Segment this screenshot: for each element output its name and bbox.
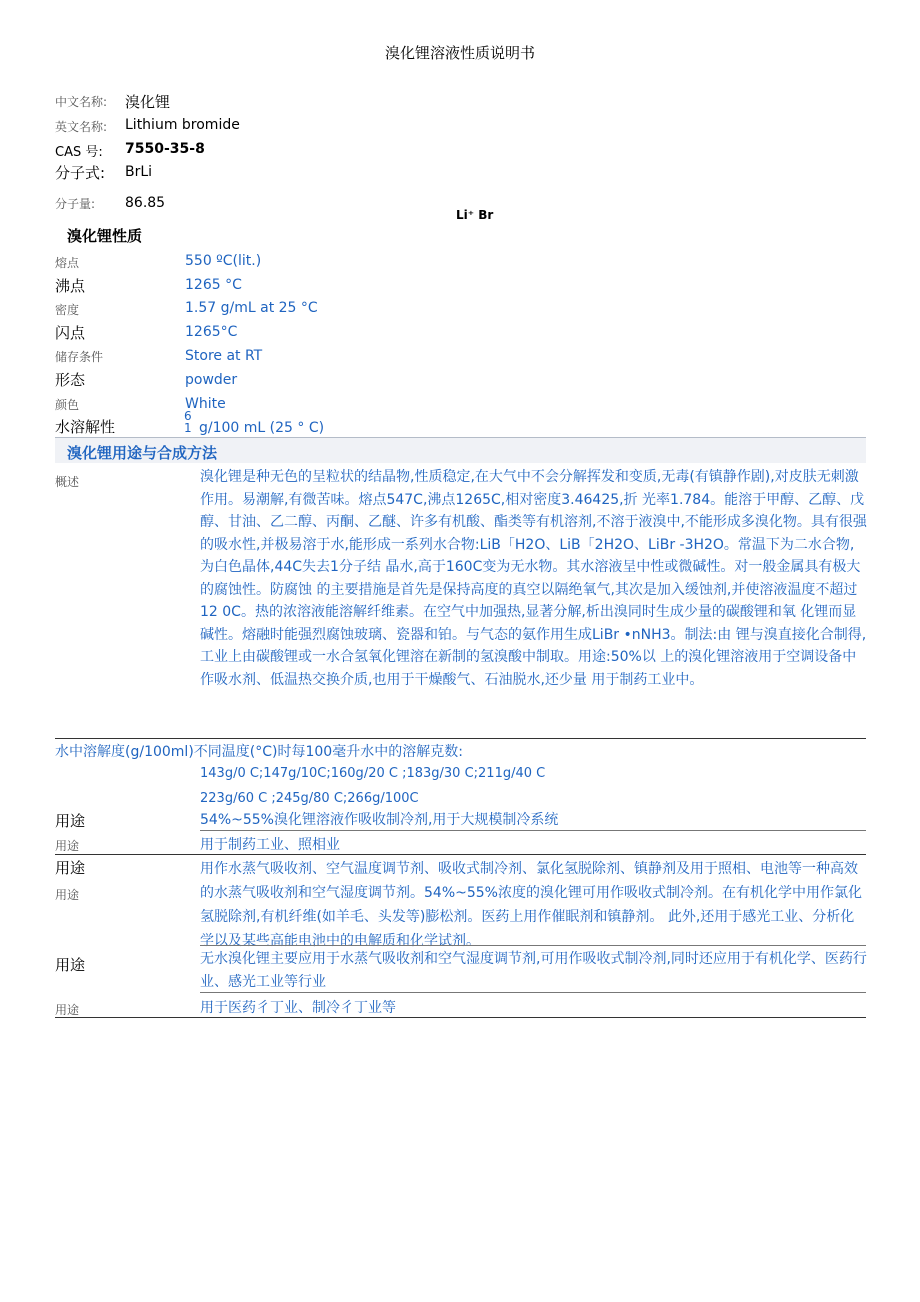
mw-value: 86.85 <box>125 195 166 211</box>
usage-label: 用途 <box>55 812 86 830</box>
prop-value-flash-point: 1265°C <box>185 324 238 340</box>
properties-heading: 溴化锂性质 <box>67 227 143 245</box>
prop-value-form: powder <box>185 372 238 388</box>
usage-label-secondary: 用途 <box>55 888 80 902</box>
prop-value-density: 1.57 g/mL at 25 °C <box>185 300 318 316</box>
cas-value: 7550-35-8 <box>125 141 205 157</box>
overview-label: 概述 <box>55 475 80 489</box>
prop-label-density: 密度 <box>55 303 80 317</box>
prop-label-melting-point: 熔点 <box>55 256 80 270</box>
prop-label-solubility: 水溶解性 <box>55 418 116 436</box>
solubility-line-1: 143g/0 C;147g/10C;160g/20 C ;183g/30 C;211g/40 C <box>200 766 546 781</box>
divider <box>200 830 866 831</box>
en-name-label: 英文名称: <box>55 120 108 134</box>
cas-label: CAS 号: <box>55 145 103 160</box>
formula-value: BrLi <box>125 164 153 180</box>
prop-value-melting-point: 550 ºC(lit.) <box>185 253 262 269</box>
prop-label-storage: 储存条件 <box>55 350 104 364</box>
overview-text: 溴化锂是种无色的呈粒状的结晶物,性质稳定,在大气中不会分解挥发和变质,无毒(有镇静作剧),对皮肤无刺激作用。易潮解,有微苦味。熔点547C,沸点1265C,相对密度3.46425,折 光率1.784。能溶于甲醇、乙醇、戊醇、甘油、乙二醇、丙酮、乙醚、许多有机酸、酯类等有机溶剂,不溶于液溴中,不能形成多溴化物。具有很强的吸水性,并极易溶于水,能形成一系列水合物:LiB「H2O、LiB「2H2O、LiBr -3H2O。常温下为二水合物,为白色晶体,44C失去1分子结 晶水,高于160C变为无水物。其水溶液呈中性或微碱性。对一般金属具有极大的腐蚀性。防腐蚀 的主要措施是首先是保持高度的真空以隔绝氧气,其次是加入缓蚀剂,并使溶液温度不超过12 0C。热的浓溶液能溶解纤维素。在空气中加强热,显著分解,析出溴同时生成少量的碳酸锂和氧 化锂而显碱性。熔融时能强烈腐蚀玻璃、瓷器和铂。与气态的氨作用生成LiBr •nNH3。制法:由 锂与溴直接化合制得,工业上由碳酸锂或一水合氢氧化锂溶在新制的氢溴酸中制取。用途:50%以 上的溴化锂溶液用于空调设备中作吸水剂、低温热交换介质,也用于干燥酸气、石油脱水,还少量 用于制药工业中。 <box>200 469 867 688</box>
prop-label-form: 形态 <box>55 371 86 389</box>
usage-text: 54%~55%溴化锂溶液作吸收制冷剂,用于大规模制冷系统 <box>200 812 559 828</box>
solubility-intro: 水中溶解度(g/100ml)不同温度(°C)时每100毫升水中的溶解克数: <box>55 744 463 760</box>
prop-value-solubility-prefix-bottom: 1 <box>184 421 192 435</box>
usage-label: 用途 <box>55 956 86 974</box>
usage-text: 无水溴化锂主要应用于水蒸气吸收剂和空气湿度调节剂,可用作吸收式制冷剂,同时还应用于有机化学、医药行业、感光工业等行业 <box>200 951 867 990</box>
divider <box>55 738 866 739</box>
usage-text: 用于医药彳丁业、制冷彳丁业等 <box>200 1000 396 1016</box>
en-name-value: Lithium bromide <box>125 117 240 133</box>
formula-label: 分子式: <box>55 164 106 182</box>
divider <box>55 854 866 855</box>
prop-value-solubility: g/100 mL (25 ° C) <box>199 420 325 436</box>
prop-value-boiling-point: 1265 °C <box>185 277 242 293</box>
document-title: 溴化锂溶液性质说明书 <box>384 44 535 62</box>
divider <box>55 1017 866 1018</box>
divider <box>200 992 866 993</box>
uses-heading: 溴化锂用途与合成方法 <box>67 444 218 462</box>
prop-label-color: 颜色 <box>55 398 80 412</box>
cn-name-value: 溴化锂 <box>125 93 171 111</box>
structure-label: Li⁺ Br <box>456 208 494 222</box>
cn-name-label: 中文名称: <box>55 95 108 109</box>
prop-label-flash-point: 闪点 <box>55 324 86 342</box>
prop-value-storage: Store at RT <box>185 348 263 364</box>
prop-label-boiling-point: 沸点 <box>55 277 86 295</box>
divider <box>200 945 866 946</box>
mw-label: 分子量: <box>55 197 96 211</box>
usage-label: 用途 <box>55 859 86 877</box>
usage-text: 用作水蒸气吸收剂、空气温度调节剂、吸收式制冷剂、氯化氢脱除剂、镇静剂及用于照相、电池等一种高效的水蒸气吸收剂和空气湿度调节剂。54%~55%浓度的溴化锂可用作吸收式制冷剂。在有机化学中用作氯化氢脱除剂,有机纤维(如羊毛、头发等)膨松剂。医药上用作催眠剂和镇静剂。 此外,还用于感光工业、分析化学以及某些高能电池中的电解质和化学试剂。 <box>200 861 862 949</box>
usage-text: 用于制药工业、照相业 <box>200 837 340 853</box>
prop-value-solubility-prefix-top: 6 <box>184 409 192 423</box>
uses-section-header <box>55 437 866 463</box>
usage-label: 用途 <box>55 1003 80 1017</box>
prop-value-color: White <box>185 396 226 412</box>
usage-label: 用途 <box>55 839 80 853</box>
solubility-line-2: 223g/60 C ;245g/80 C;266g/100C <box>200 791 419 806</box>
